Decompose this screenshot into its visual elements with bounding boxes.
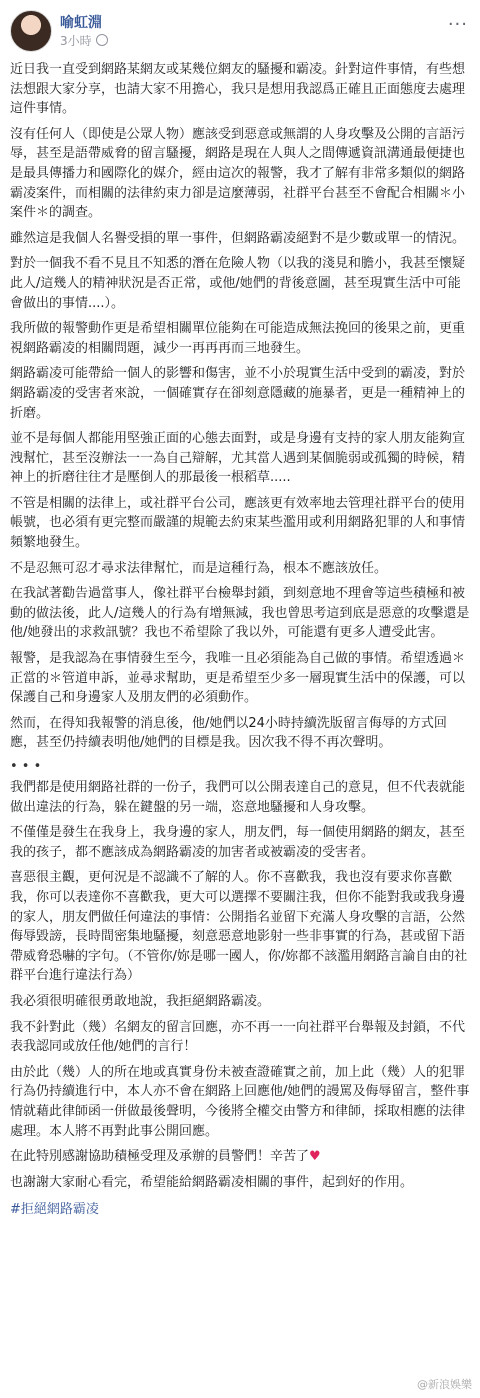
- paragraph: 網路霸凌可能帶給一個人的影響和傷害，並不小於現實生活中受到的霸凌，對於網路霸凌的受害者來說，一個確實存在卻刻意隱藏的施暴者，更是一種精神上的折磨。: [10, 366, 466, 421]
- paragraph: 沒有任何人（即使是公眾人物）應該受到惡意或無謂的人身攻擊及公開的言語污辱，甚至是語帶威脅的留言騷擾，網路是現在人與人之間傳遞資訊溝通最便捷也是最具傳播力和國際化的媒介，經由這次的報警，我才了解有非常多類似的網路霸凌案件，而相關的法律約束力卻是這麼薄弱，社群平台甚至不會配合相關＊小案件＊的調查。: [10, 126, 466, 221]
- avatar[interactable]: [10, 10, 52, 52]
- more-options-button[interactable]: ···: [447, 14, 468, 35]
- paragraph: 並不是每個人都能用堅強正面的心態去面對，或是身邊有支持的家人朋友能夠宣洩幫忙，甚至沒辦法一一為自己辯解，尤其當人遇到某個脆弱或孤獨的時候，精神上的折磨往往才是壓倒人的那最後一根稻草.....: [10, 431, 466, 486]
- paragraph: 我不針對此（幾）名網友的留言回應，亦不再一一向社群平台舉報及封鎖，不代表我認同或放任他/她們的言行！: [10, 1019, 466, 1055]
- post-header: [0, 0, 480, 60]
- paragraph: 我必須很明確很勇敢地說，我拒絕網路霸凌。: [10, 993, 271, 1009]
- paragraph: 在我試著勸告過當事人，像社群平台檢舉封鎖，到刻意地不理會等這些積極和被動的做法後，此人/這幾人的行為有增無減，我也曾思考這到底是惡意的攻擊還是他/她發出的求救訊號？我也不希望除了我以外，可能還有更多人遭受此害。: [10, 586, 470, 641]
- paragraph: 近日我一直受到網路某網友或某幾位網友的騷擾和霸凌。針對這件事情，有些想法想跟大家分享，也請大家不用擔心，我只是想用我認爲正確且正面態度去處理這件事情。: [10, 62, 466, 117]
- paragraph: 也謝謝大家耐心看完，希望能給網路霸凌相關的事件，起到好的作用。: [10, 1174, 414, 1190]
- paragraph: 不管是相關的法律上，或社群平台公司，應該更有效率地去管理社群平台的使用帳號，也必須有更完整而嚴謹的規範去約束某些濫用或利用網路犯罪的人和事情頻繁地發生。: [10, 495, 466, 551]
- watermark: @新浪娛樂: [417, 1378, 472, 1391]
- post-time[interactable]: 3小時: [60, 34, 92, 48]
- paragraph: 對於一個我不看不見且不知悉的潛在危險人物（以我的淺見和膽小，我甚至懷疑此人/這幾人的精神狀況是否正常，或他/她們的背後意圖，甚至現實生活中可能會做出的事情....）。: [10, 256, 466, 311]
- author-name[interactable]: 喻虹淵: [60, 15, 102, 31]
- paragraph: 然而，在得知我報警的消息後，他/她們以24小時持續洗版留言侮辱的方式回應，甚至仍持續表明他/她們的目標是我。因次我不得不再次聲明。: [10, 715, 447, 751]
- paragraph: 不是忍無可忍才尋求法律幫忙，而是這種行為，根本不應該放任。: [10, 560, 388, 576]
- paragraph: 雖然這是我個人名譽受損的單一事件，但網路霸凌絕對不是少數或單一的情況。: [10, 230, 466, 246]
- paragraph: 我所做的報警動作更是希望相關單位能夠在可能造成無法挽回的後果之前，更重視網路霸凌的相關問題，減少一再再再而三地發生。: [10, 321, 466, 356]
- paragraph: 我們都是使用網路社群的一份子，我們可以公開表達自己的意見，但不代表就能做出違法的行為，躲在鍵盤的另一端，恣意地騷擾和人身攻擊。: [10, 780, 466, 815]
- paragraph: 不僅僅是發生在我身上，我身邊的家人，朋友們，每一個使用網路的網友，甚至我的孩子，都不應該成為網路霸凌的加害者或被霸凌的受害者。: [10, 825, 466, 860]
- globe-icon: [96, 34, 108, 46]
- post-meta: [60, 32, 108, 49]
- paragraph: 喜惡很主觀，更何況是不認識不了解的人。你不喜歡我，我也沒有要求你喜歡我，你可以表達你不喜歡我，更大可以選擇不要關注我，但你不能對我或我身邊的家人，朋友們做任何違法的事情：公開指名並留下充滿人身攻擊的言語，公然侮辱毀謗，長時間密集地騷擾，刻意惡意地影射一些非事實的行為，甚或留下語帶威脅恐嚇的字句。（不管你/妳是哪一國人，你/妳都不該濫用網路言論自由的社群平台進行違法行為）: [10, 870, 468, 984]
- post-body: [0, 60, 480, 1217]
- hashtag-link[interactable]: #拒絕網路霸凌: [10, 1202, 99, 1218]
- heart-icon: ♥: [309, 1149, 321, 1165]
- separator: • • •: [10, 759, 42, 774]
- paragraph: 由於此（幾）人的所在地或真實身份未被查證確實之前，加上此（幾）人的犯罪行為仍持續進行中，本人亦不會在網路上回應他/她們的謾罵及侮辱留言，整件事情就藉此律師函一併做最後聲明，今後將全權交由警方和律師，採取相應的法律處理。本人將不再對此事公開回應。: [10, 1064, 470, 1139]
- thanks-text: 在此特別感謝協助積極受理及承辦的員警們！辛苦了: [10, 1149, 310, 1165]
- paragraph: 報警，是我認為在事情發生至今，我唯一且必須能為自己做的事情。希望透過＊正當的＊管道申訴，並尋求幫助，更是希望至少多一層現實生活中的保護，可以保護自己和身邊家人及朋友們的必須動作。: [10, 651, 466, 706]
- paragraph-thanks: [10, 1147, 470, 1167]
